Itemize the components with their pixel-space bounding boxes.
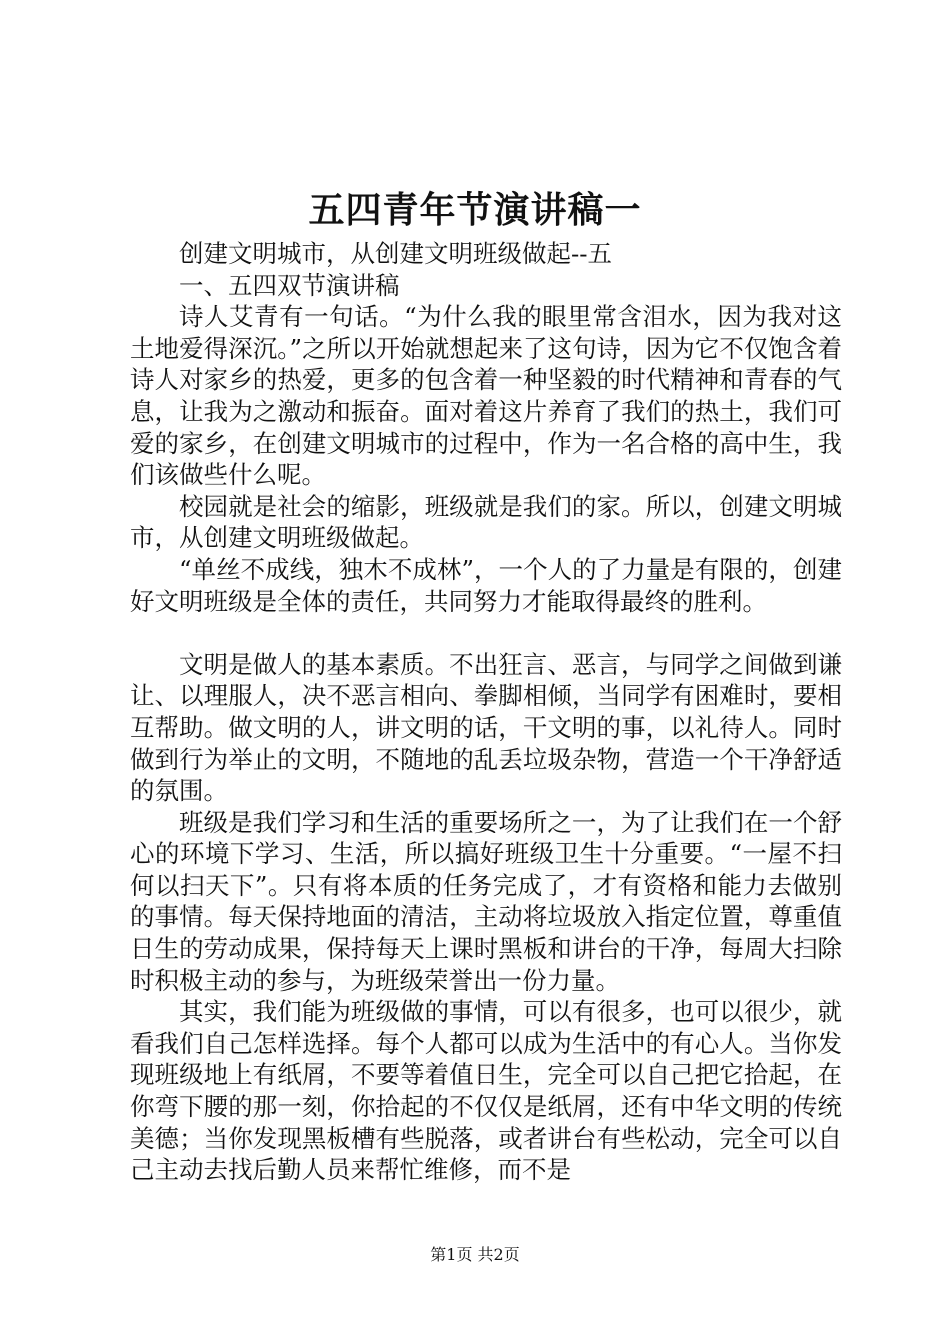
paragraph: 校园就是社会的缩影，班级就是我们的家。所以，创建文明城市，从创建文明班级做起。: [130, 491, 842, 553]
document-title: 五四青年节演讲稿一: [308, 189, 642, 231]
paragraph: 诗人艾青有一句话。“为什么我的眼里常含泪水，因为我对这土地爱得深沉。”之所以开始就想起来了这句诗，因为它不仅饱含着诗人对家乡的热爱，更多的包含着一种坚毅的时代精神和青春的气息，让我为之激动和振奋。面对着这片养育了我们的热土，我们可爱的家乡，在创建文明城市的过程中，作为一名合格的高中生，我们该做些什么呢。: [130, 302, 842, 490]
paragraph-subtitle: 创建文明城市，从创建文明班级做起--五: [179, 239, 613, 268]
document-body: [130, 238, 842, 1186]
paragraph-section-heading: 一、五四双节演讲稿: [179, 270, 400, 300]
paragraph: 班级是我们学习和生活的重要场所之一，为了让我们在一个舒心的环境下学习、生活，所以搞好班级卫生十分重要。“一屋不扫何以扫天下”。只有将本质的任务完成了，才有资格和能力去做别的事情。每天保持地面的清洁，主动将垃圾放入指定位置，尊重值日生的劳动成果，保持每天上课时黑板和讲台的干净，每周大扫除时积极主动的参与，为班级荣誉出一份力量。: [130, 807, 842, 995]
paragraph: 其实，我们能为班级做的事情，可以有很多，也可以很少，就看我们自己怎样选择。每个人都可以成为生活中的有心人。当你发现班级地上有纸屑，不要等着值日生，完全可以自己把它拾起，在你弯下腰的那一刻，你拾起的不仅仅是纸屑，还有中华文明的传统美德；当你发现黑板槽有些脱落，或者讲台有些松动，完全可以自己主动去找后勤人员来帮忙维修，而不是: [130, 997, 842, 1185]
page-footer: 第1页 共2页: [430, 1245, 520, 1264]
paragraph: 文明是做人的基本素质。不出狂言、恶言，与同学之间做到谦让、以理服人，决不恶言相向、拳脚相倾，当同学有困难时，要相互帮助。做文明的人，讲文明的话，干文明的事，以礼待人。同时做到行为举止的文明，不随地的乱丢垃圾杂物，营造一个干净舒适的氛围。: [130, 649, 842, 806]
paragraph: “单丝不成线，独木不成林”，一个人的了力量是有限的，创建好文明班级是全体的责任，共同努力才能取得最终的胜利。: [130, 554, 842, 616]
paragraph-spacer: [130, 617, 842, 649]
